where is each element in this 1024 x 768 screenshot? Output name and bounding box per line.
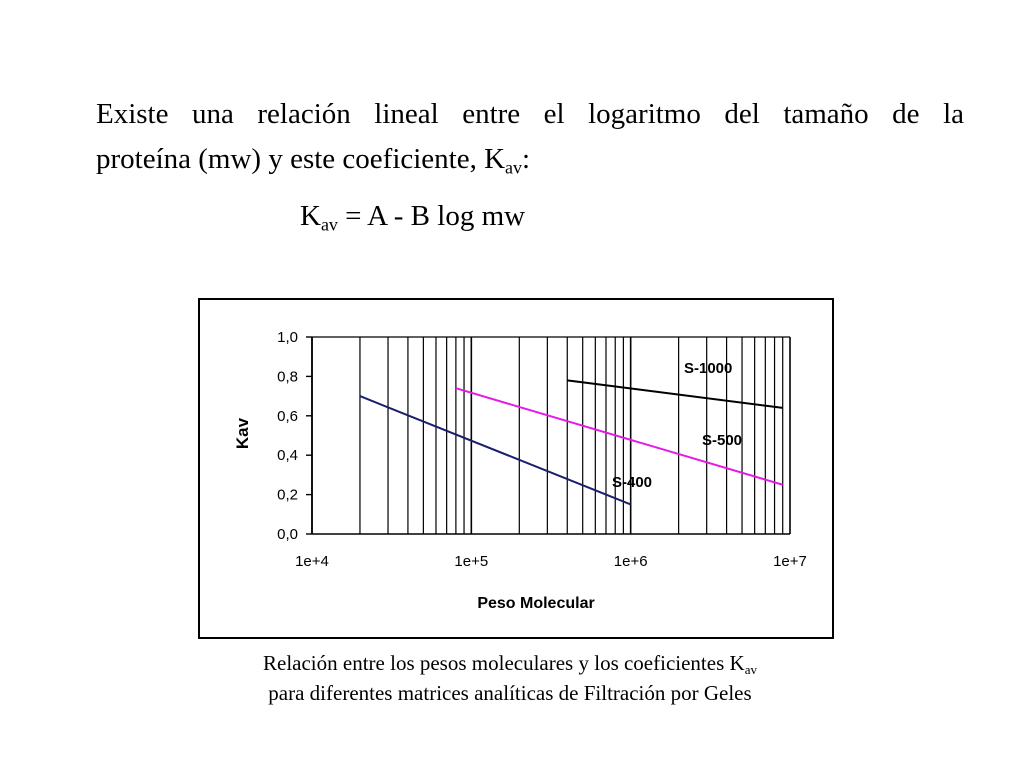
series-label-s-400: S-400 [612, 474, 653, 491]
formula-rest: = A - B log mw [337, 200, 526, 232]
intro-subscript: av [505, 157, 523, 178]
figure-caption [180, 648, 840, 708]
series-line-s-1000 [567, 380, 782, 408]
x-tick-label: 1e+4 [295, 553, 329, 570]
x-tick-label: 1e+6 [613, 553, 648, 570]
formula-k: K [300, 200, 321, 232]
y-tick-label: 0,0 [277, 526, 298, 543]
y-tick-label: 0,6 [277, 407, 298, 425]
intro-line-2-text: proteína (mw) y este coeficiente, K [96, 143, 506, 175]
kav-chart [200, 300, 832, 637]
intro-line-1: Existe una relación lineal entre el logaritmo del tamaño de la [96, 98, 964, 130]
y-tick-label: 1,0 [277, 329, 298, 346]
series-line-s-400 [360, 396, 631, 504]
chart-frame [198, 298, 834, 639]
y-tick-label: 0,4 [277, 447, 298, 465]
intro-line-2-suffix: : [522, 143, 531, 175]
caption-subscript: av [744, 661, 757, 677]
series-label-s-1000: S-1000 [684, 360, 733, 377]
x-tick-label: 1e+5 [454, 553, 489, 570]
x-tick-label: 1e+7 [773, 553, 807, 570]
y-tick-label: 0,2 [277, 486, 298, 504]
y-axis-title: Kav [233, 417, 252, 450]
formula [300, 196, 525, 236]
caption-line-1-text: Relación entre los pesos moleculares y los coeficientes K [263, 651, 745, 675]
intro-text [96, 92, 964, 182]
y-tick-label: 0,8 [277, 368, 298, 386]
x-axis-title: Peso Molecular [477, 595, 595, 612]
series-label-s-500: S-500 [702, 432, 743, 449]
intro-line-2 [96, 137, 964, 182]
caption-line-1 [180, 648, 840, 678]
caption-line-2: para diferentes matrices analíticas de Filtración por Geles [268, 681, 752, 705]
formula-subscript: av [320, 214, 338, 235]
